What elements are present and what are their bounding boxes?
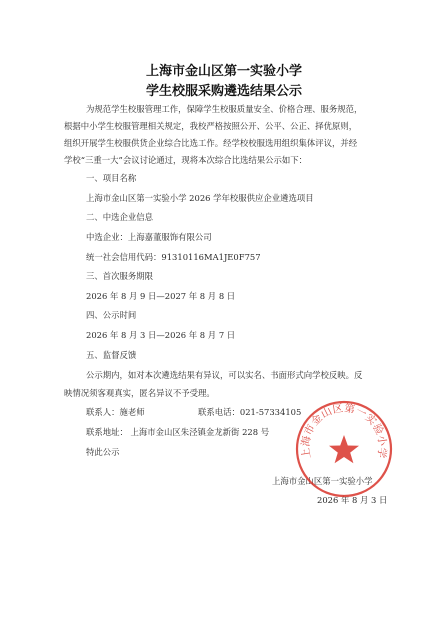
contact-phone: 联系电话：021-57334105 bbox=[198, 407, 302, 417]
intro-line-4: 学校“三重一大”会议讨论通过，现将本次综合比选结果公示如下： bbox=[64, 155, 308, 165]
section-3-heading: 三、首次服务期限 bbox=[86, 271, 153, 281]
signature-org: 上海市金山区第一实验小学 bbox=[272, 476, 373, 486]
section-5-heading: 五、监督反馈 bbox=[86, 350, 137, 360]
official-seal-icon bbox=[294, 399, 394, 499]
selected-company: 中选企业：上海嘉董服饰有限公司 bbox=[86, 232, 212, 242]
seal-text: 上海市金山区第一实验小学 bbox=[299, 402, 389, 460]
notice-closing: 特此公示 bbox=[86, 447, 120, 457]
service-period: 2026 年 8 月 9 日—2027 年 8 月 8 日 bbox=[86, 291, 236, 301]
feedback-text-1: 公示期内，如对本次遴选结果有异议，可以实名、书面形式向学校反映。反 bbox=[86, 370, 363, 380]
document-title-line-1: 上海市金山区第一实验小学 bbox=[145, 64, 302, 79]
intro-line-2: 根据中小学生校服管理相关规定，我校严格按照公开、公平、公正、择优原则， bbox=[64, 121, 358, 131]
section-1-heading: 一、项目名称 bbox=[86, 173, 137, 183]
document-title-line-2: 学生校服采购遴选结果公示 bbox=[145, 84, 302, 99]
section-2-heading: 二、中选企业信息 bbox=[86, 212, 153, 222]
publicity-period: 2026 年 8 月 3 日—2026 年 8 月 7 日 bbox=[86, 330, 236, 340]
contact-person: 联系人：施老师 bbox=[86, 407, 145, 417]
signature-date: 2026 年 8 月 3 日 bbox=[317, 495, 388, 505]
contact-address: 联系地址： 上海市金山区朱泾镇金龙新街 228 号 bbox=[86, 427, 270, 437]
credit-code: 统一社会信用代码：91310116MA1JE0F757 bbox=[86, 252, 261, 262]
intro-line-3: 组织开展学生校服供货企业综合比选工作。经学校校服选用组织集体评议，并经 bbox=[64, 138, 358, 148]
section-4-heading: 四、公示时间 bbox=[86, 310, 137, 320]
feedback-text-2: 映情况须客观真实，匿名异议不予受理。 bbox=[64, 388, 215, 398]
intro-line-1: 为规范学生校服管理工作，保障学生校服质量安全、价格合理、服务规范， bbox=[86, 104, 363, 114]
section-1-text: 上海市金山区第一实验小学 2026 学年校服供应企业遴选项目 bbox=[86, 193, 314, 203]
